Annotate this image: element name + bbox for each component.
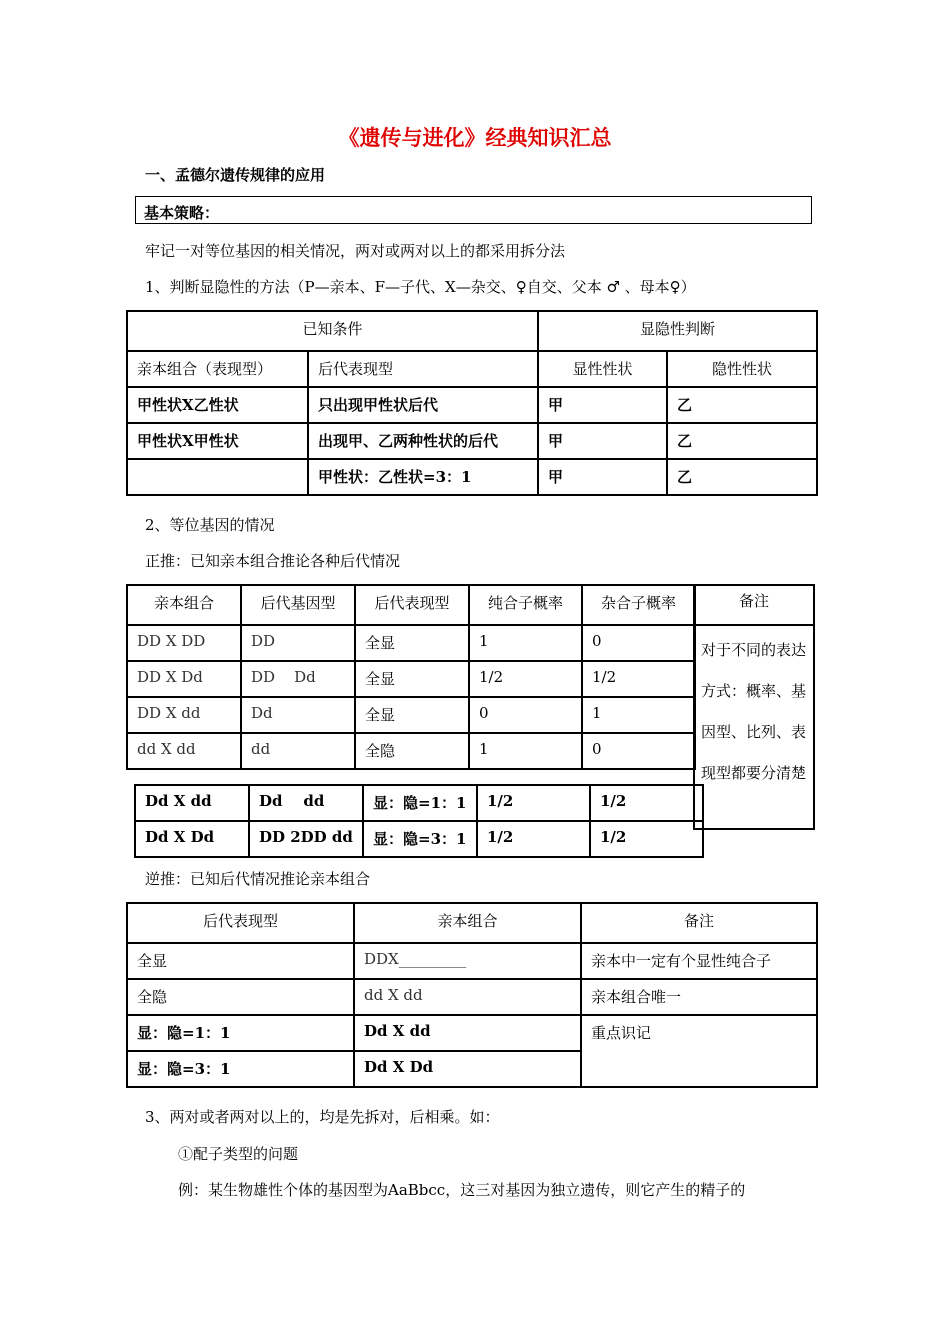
table-row: [127, 1015, 817, 1051]
reverse-heading: 逆推：已知后代情况推论亲本组合: [145, 870, 371, 888]
header-dominant: 显性性状: [538, 351, 667, 387]
table-row: [127, 661, 695, 697]
cell: 甲: [538, 459, 667, 495]
cell: dd: [241, 733, 355, 769]
cell: 1: [469, 625, 582, 661]
cell: 甲性状：乙性状=3：1: [308, 459, 538, 495]
cell: 全隐: [355, 733, 469, 769]
cell: 1/2: [590, 821, 703, 857]
cell: Dd X dd: [135, 785, 249, 821]
cell: 全显: [355, 661, 469, 697]
page-title: 《遗传与进化》经典知识汇总: [338, 125, 612, 150]
table-row: [127, 423, 817, 459]
example-text: 例：某生物雄性个体的基因型为AaBbcc，这三对基因为独立遗传，则它产生的精子的: [178, 1181, 746, 1199]
cell: Dd dd: [249, 785, 363, 821]
forward-table: [126, 584, 696, 770]
cell: DDX_________: [354, 943, 581, 979]
reverse-table: [126, 902, 818, 1088]
cell: 0: [469, 697, 582, 733]
header-known: 已知条件: [127, 311, 538, 351]
cell: DD Dd: [241, 661, 355, 697]
col-header: 亲本组合: [127, 585, 241, 625]
item-2: 2、等位基因的情况: [145, 516, 275, 534]
cell: 出现甲、乙两种性状的后代: [308, 423, 538, 459]
cell: dd X dd: [127, 733, 241, 769]
forward-heading: 正推：已知亲本组合推论各种后代情况: [145, 552, 401, 570]
col-header: 后代表现型: [127, 903, 354, 943]
header-parent: 亲本组合（表现型）: [127, 351, 308, 387]
sub-item-1: ①配子类型的问题: [178, 1145, 299, 1163]
dominance-table: [126, 310, 818, 496]
cell: 显：隐=1：1: [127, 1015, 354, 1051]
cell: 1: [582, 697, 695, 733]
cell: DD X Dd: [127, 661, 241, 697]
header-judge: 显隐性判断: [538, 311, 817, 351]
header-recessive: 隐性性状: [667, 351, 817, 387]
strategy-text: 牢记一对等位基因的相关情况，两对或两对以上的都采用拆分法: [145, 242, 566, 260]
table-row: [135, 785, 703, 821]
cell: 1/2: [582, 661, 695, 697]
cell: 亲本中一定有个显性纯合子: [581, 943, 817, 979]
cell: 1/2: [477, 821, 590, 857]
col-header: 杂合子概率: [582, 585, 695, 625]
remarks-column: [693, 584, 815, 830]
cell: 乙: [667, 423, 817, 459]
cell: 1/2: [469, 661, 582, 697]
strategy-label: 基本策略：: [144, 204, 220, 222]
cell: 只出现甲性状后代: [308, 387, 538, 423]
cell: dd X dd: [354, 979, 581, 1015]
cell: DD X dd: [127, 697, 241, 733]
cell: 1/2: [477, 785, 590, 821]
col-header: 亲本组合: [354, 903, 581, 943]
item-1: 1、判断显隐性的方法（P—亲本、F—子代、X—杂交、♀自交、父本 ♂ 、母本♀）: [145, 278, 696, 296]
cell: 显：隐=3：1: [127, 1051, 354, 1087]
col-header: 纯合子概率: [469, 585, 582, 625]
cell: 0: [582, 733, 695, 769]
cell: 甲性状Ⅹ乙性状: [127, 387, 308, 423]
table-row: [135, 821, 703, 857]
item-3: 3、两对或者两对以上的，均是先拆对，后相乘。如：: [145, 1108, 500, 1126]
table-row: [127, 979, 817, 1015]
cell: 全显: [355, 625, 469, 661]
cell: 全隐: [127, 979, 354, 1015]
cell: 1: [469, 733, 582, 769]
table-row: [127, 459, 817, 495]
strategy-box: [135, 196, 812, 224]
cell: 全显: [127, 943, 354, 979]
table-row: [127, 625, 695, 661]
col-header: 后代基因型: [241, 585, 355, 625]
table-row: [127, 943, 817, 979]
cell: Dd X Dd: [354, 1051, 581, 1087]
section-heading: 一、孟德尔遗传规律的应用: [145, 166, 326, 184]
cell: DD: [241, 625, 355, 661]
cell: Dd: [241, 697, 355, 733]
cell: 0: [582, 625, 695, 661]
cell: 亲本组合唯一: [581, 979, 817, 1015]
cell: 1/2: [590, 785, 703, 821]
cell: DD X DD: [127, 625, 241, 661]
table-row: [127, 387, 817, 423]
col-header: 备注: [581, 903, 817, 943]
table-row: [127, 733, 695, 769]
cell: 显：隐=3：1: [363, 821, 477, 857]
cell: 甲性状Ⅹ甲性状: [127, 423, 308, 459]
cell: Dd X dd: [354, 1015, 581, 1051]
forward-table-bold: [134, 784, 704, 858]
cell: 重点识记: [581, 1015, 817, 1087]
cell: DD 2DD dd: [249, 821, 363, 857]
header-offspring: 后代表现型: [308, 351, 538, 387]
cell: 显：隐=1：1: [363, 785, 477, 821]
cell: 甲: [538, 423, 667, 459]
cell: 乙: [667, 459, 817, 495]
table-row: [127, 697, 695, 733]
cell: 甲: [538, 387, 667, 423]
cell: [127, 459, 308, 495]
remarks-header: 备注: [695, 586, 813, 626]
remarks-text: 对于不同的表达方式：概率、基因型、比列、表现型都要分清楚: [701, 641, 807, 782]
cell: 乙: [667, 387, 817, 423]
cell: Dd X Dd: [135, 821, 249, 857]
cell: 全显: [355, 697, 469, 733]
col-header: 后代表现型: [355, 585, 469, 625]
